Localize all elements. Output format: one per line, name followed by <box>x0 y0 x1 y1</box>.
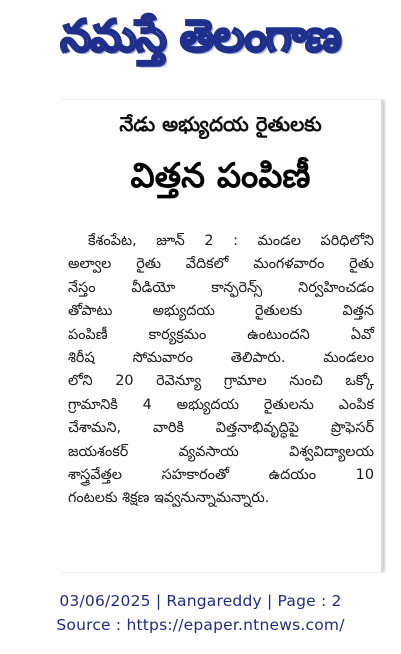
body-line: శాస్త్రవేత్తల సహకారంతో ఉదయం 10 <box>68 467 374 484</box>
body-line: తోపాటు అభ్యుదయ రైతులకు విత్తన <box>68 303 374 320</box>
masthead <box>0 4 401 74</box>
body-line: శిరీష సోమవారం తెలిపారు. మండలం <box>68 350 374 367</box>
dateline-caption: 03/06/2025 | Rangareddy | Page : 2 <box>59 592 342 610</box>
body-line: పంపిణీ కార్యక్రమం ఉంటుందని ఏవో <box>68 326 374 343</box>
body-line: గ్రామానికి 4 అభ్యుదయ రైతులను ఎంపిక <box>68 396 374 413</box>
article-body <box>68 230 374 511</box>
body-line: కేశంపేట, జూన్ 2 : మండల పరిధిలోని <box>88 233 374 249</box>
newspaper-logo: నమస్తే తెలంగాణ <box>60 11 341 62</box>
source-caption: Source : https://epaper.ntnews.com/ <box>56 616 345 634</box>
body-line: చేశామని, వారికి విత్తనాభివృద్ధిపై ప్రొఫెసర్ <box>68 420 374 437</box>
body-line: జయశంకర్ వ్యవసాయ విశ్వవిద్యాలయ <box>68 443 374 460</box>
body-line: గంటలకు శిక్షణ ఇవ్వనున్నామన్నారు. <box>68 490 270 507</box>
body-line: అల్వాల రైతు వేదికలో మంగళవారం రైతు <box>68 256 374 273</box>
article-kicker: నేడు అభ్యుదయ రైతులకు <box>119 112 322 136</box>
article-headline: విత్తన పంపిణీ <box>130 156 311 196</box>
article-clipping <box>60 100 383 572</box>
body-line: లోని 20 రెవెన్యూ గ్రామాల నుంచి ఒక్కో <box>68 373 374 390</box>
body-line: నేస్తం వీడియో కాన్ఫరెన్స్ నిర్వహించడం <box>68 279 374 296</box>
